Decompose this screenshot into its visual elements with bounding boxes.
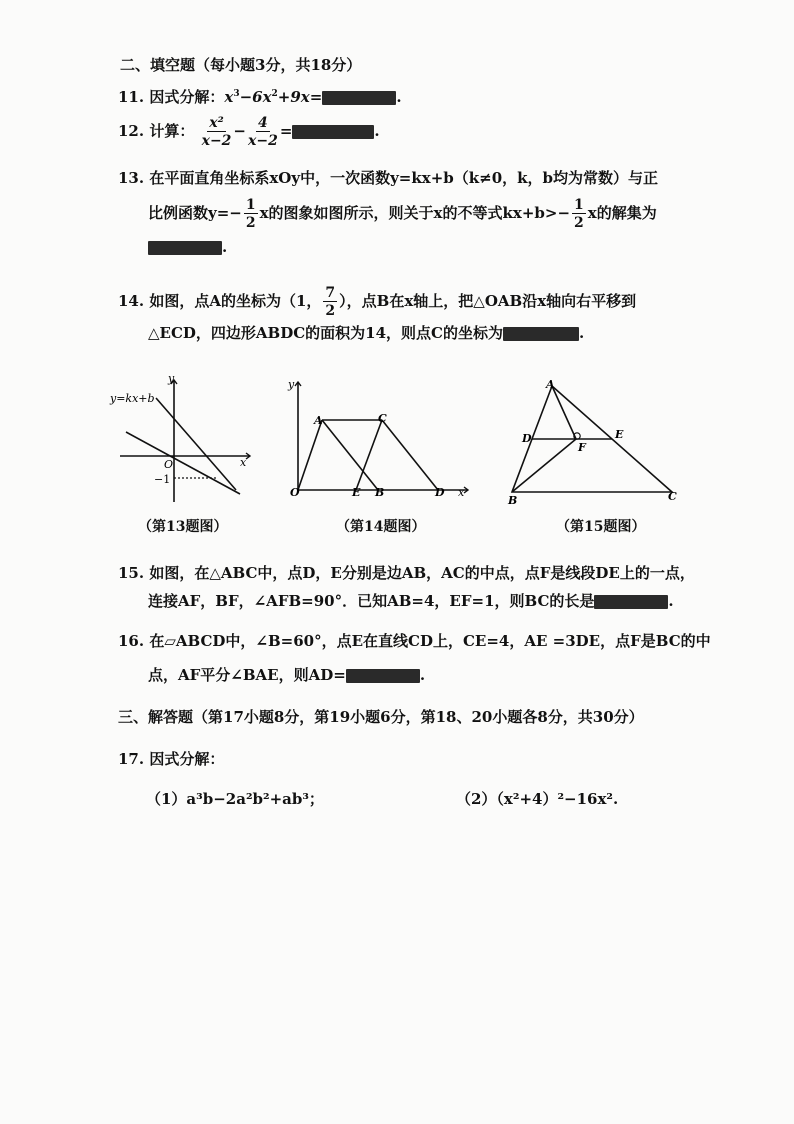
q11-number: 11. (118, 88, 145, 106)
q14-end: . (579, 324, 585, 342)
q12-f1-denominator: x−2 (201, 133, 232, 149)
figure-13-caption: （第13题图） (138, 519, 228, 535)
q14-l1b: ），点B在x轴上，把△OAB沿x轴向右平移到 (339, 292, 637, 310)
q17-text: 因式分解： (149, 750, 225, 768)
q13-l2b: x的图象如图所示，则关于x的不等式kx+b>− (259, 204, 571, 222)
q12-end: . (374, 122, 380, 140)
answer-blank-redacted (322, 91, 396, 105)
question-14-line-2 (148, 322, 584, 343)
question-15-line-1 (118, 562, 695, 583)
q12-f2-numerator: 4 (258, 115, 268, 131)
question-16-line-2 (148, 664, 425, 685)
answer-blank-redacted (503, 327, 579, 341)
q11-expr-c: +9x= (277, 88, 323, 106)
q15-number: 15. (118, 564, 145, 582)
fig14-O: O (290, 486, 300, 499)
fig15-A: A (546, 378, 555, 391)
q13-frac-num: 1 (245, 197, 256, 213)
q15-end: . (668, 592, 674, 610)
question-11 (118, 86, 402, 107)
fig13-origin: O (164, 458, 174, 471)
question-17-part-1: （1）a³b−2a²b²+ab³； (146, 790, 324, 808)
fig14-y-label: y (288, 378, 295, 391)
fig15-D: D (522, 432, 532, 445)
q11-end: . (396, 88, 402, 106)
q14-line2: △ECD，四边形ABDC的面积为14，则点C的坐标为 (148, 324, 503, 342)
section-3-title: 三、解答题（第17小题8分，第19小题6分，第18、20小题各8分，共30分） (118, 708, 644, 726)
q13-fraction-b (572, 198, 586, 230)
q12-f2-denominator: x−2 (248, 133, 278, 149)
segment-OA (298, 420, 322, 490)
q14-number: 14. (118, 292, 145, 310)
fig15-B: B (508, 494, 518, 507)
question-17 (118, 748, 224, 769)
q11-expr-b: −6x (239, 88, 272, 106)
section-2-title: 二、填空题（每小题3分，共18分） (120, 56, 362, 74)
question-12 (118, 116, 380, 148)
fig15-C: C (668, 490, 677, 503)
q16-line1: 在▱ABCD中，∠B=60°，点E在直线CD上，CE=4，AE =3DE，点F是BC的中 (149, 632, 711, 650)
q16-number: 16. (118, 632, 145, 650)
question-14-line-1 (118, 286, 636, 318)
q13-fraction-a (244, 198, 258, 230)
figure-14 (278, 372, 478, 507)
fig13-tick-label: −1 (154, 473, 171, 486)
question-13-line-2 (148, 198, 657, 230)
q13-line1: 在平面直角坐标系xOy中，一次函数y=kx+b（k≠0，k，b均为常数）与正 (149, 169, 659, 187)
q13-end: . (222, 238, 228, 256)
q14-fraction (323, 286, 337, 318)
answer-blank-redacted (148, 241, 222, 255)
q15-line2: 连接AF，BF，∠AFB=90°．已知AB=4，EF=1，则BC的长是 (148, 592, 595, 610)
q13-l2a: 比例函数y=− (148, 204, 242, 222)
segment-AF (552, 386, 576, 439)
question-13-line-3 (148, 238, 227, 256)
answer-blank-redacted (346, 669, 420, 683)
q12-text: 计算： (149, 122, 195, 140)
figure-14-caption: （第14题图） (336, 519, 426, 535)
q12-minus: − (233, 122, 246, 140)
answer-blank-redacted (292, 125, 374, 139)
fig14-D: D (435, 486, 445, 499)
question-17-part-2: （2）（x²+4）²−16x². (456, 790, 619, 808)
figure-13 (108, 370, 258, 505)
answer-blank-redacted (594, 595, 668, 609)
line-neg-half-x (126, 432, 240, 494)
figure-15 (500, 374, 690, 509)
fig14-B: B (375, 486, 385, 499)
fig14-E: E (352, 486, 361, 499)
q16-line2: 点，AF平分∠BAE，则AD= (148, 666, 346, 684)
q13-l2c: x的解集为 (587, 204, 657, 222)
fig15-E: E (615, 428, 624, 441)
q12-fraction-1 (202, 116, 232, 148)
q11-text: 因式分解： (149, 88, 225, 106)
q13-number: 13. (118, 169, 145, 187)
q11-exp-b: 2 (271, 89, 278, 99)
fig14-x-label: x (458, 486, 465, 499)
q12-number: 12. (118, 122, 145, 140)
q14-frac-den: 2 (325, 303, 336, 319)
q11-expr-a: x (224, 88, 234, 106)
q12-equals: = (279, 122, 293, 140)
q13-frac-den: 2 (245, 215, 256, 231)
q11-exp-a: 3 (233, 89, 240, 99)
q14-frac-num: 7 (325, 285, 336, 301)
fig15-F: F (578, 441, 586, 454)
fig13-y-label: y (168, 372, 175, 385)
fig13-line-label: y=kx+b (110, 392, 155, 405)
q15-line1: 如图，在△ABC中，点D，E分别是边AB，AC的中点，点F是线段DE上的一点， (149, 564, 695, 582)
q14-l1a: 如图，点A的坐标为（1， (149, 292, 322, 310)
q17-number: 17. (118, 750, 145, 768)
q12-fraction-2 (248, 116, 278, 148)
q13-frac-den: 2 (574, 215, 584, 231)
fig14-C: C (378, 412, 387, 425)
figure-15-caption: （第15题图） (556, 519, 646, 535)
segment-CD (382, 420, 438, 490)
q13-frac-num: 1 (574, 197, 584, 213)
q16-end: . (419, 666, 426, 684)
q12-f1-numerator: x² (209, 115, 224, 131)
fig13-x-label: x (240, 456, 247, 469)
question-16-line-1 (118, 630, 711, 651)
fig14-A: A (314, 414, 323, 427)
question-13-line-1 (118, 167, 658, 188)
question-15-line-2 (148, 590, 674, 611)
